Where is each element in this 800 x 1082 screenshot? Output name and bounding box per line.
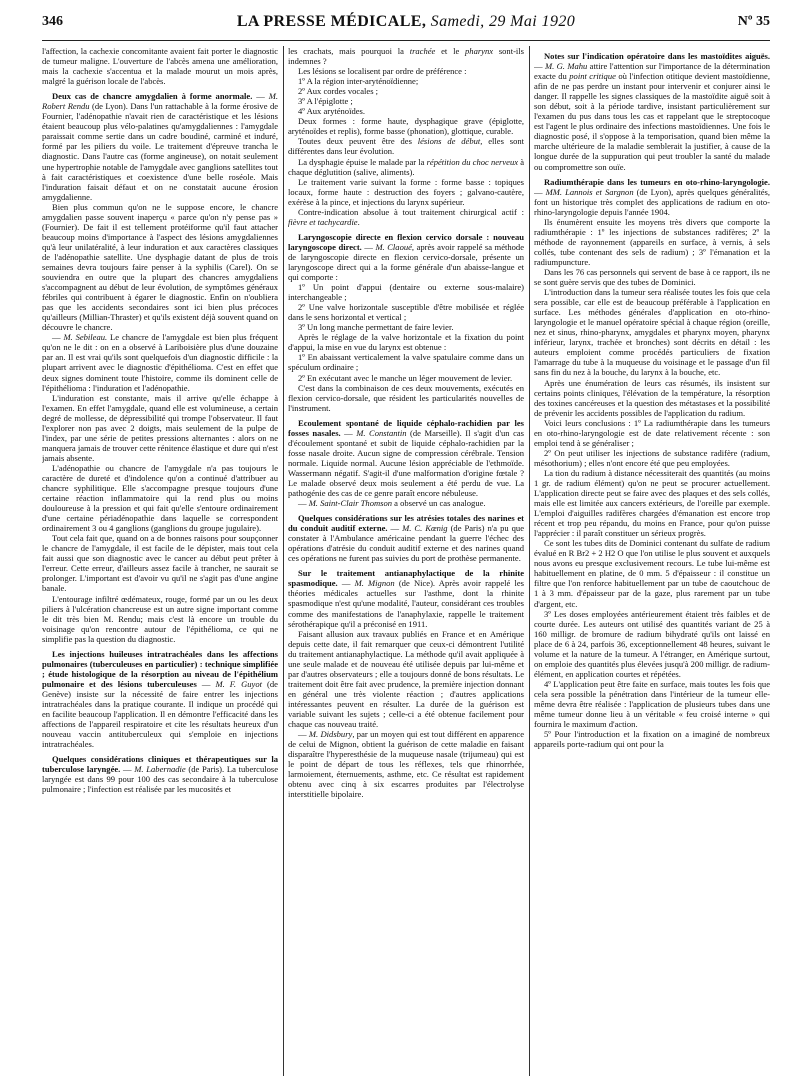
paragraph: L'adénopathie ou chancre de l'amygdale n'a pas toujours le caractère de dureté et d'indolence qu'on a continué d'attribuer au chancre syphilitique. Elle s'accompagne presque toujours d'une certaine réaction inflammatoire qui la rend plus ou moins douloureuse à la pression et qui fait qu'elle s'entoure ordinairement d'une certaine périadénopathie dans laquelle se correspondent ordinairement 3 ou 4 ganglions (ganglions du groupe jugulaire). [42, 462, 278, 534]
paragraph: Les lésions se localisent par ordre de préférence : [298, 66, 467, 77]
issue-number: Nº 35 [737, 14, 770, 29]
list-item: 3º Un long manche permettant de faire levier. [298, 322, 454, 333]
page-header [42, 14, 770, 41]
text-column-1 [42, 46, 278, 1076]
paragraph: Toutes deux peuvent être des lésions de début, elles sont différentes dans leur évolution. [288, 136, 524, 157]
list-item: 1º Un point d'appui (dentaire ou externe sous-malaire) interchangeable ; [288, 282, 524, 303]
page-number: 346 [42, 14, 63, 29]
paragraph: Bien plus commun qu'on ne le suppose encore, le chancre amygdalien passe souvent inaperçu « parce qu'on n'y pense pas » (Fournier). De fait il est tellement protéiforme qu'il faut attacher beaucoup moins d'importance à l'aspect des lésions amygdaliennes qu'à leur unilatéralité, à leur induration et aux caractères classiques de l'adénopathie satellite. Une dysphagie datant de plus de trois semaines devra toujours faire penser à la syphilis (Carel). On se souviendra en outre que la plupart des chancres amygdaliens s'accompagnent au début de leur évolution, de symptômes généraux fébriles qui contribuent à égarer le diagnostic. Enfin on n'oubliera pas que les accidents secondaires sont ici bien plus précoces qu'ailleurs (Millian-Thraster) et qu'ils existent déjà souvent quand on découvre le chancre. [42, 201, 278, 333]
list-item: 2º Aux cordes vocales ; [298, 86, 379, 97]
list-item: 3º A l'épiglotte ; [298, 96, 353, 107]
paragraph: 2º On peut utiliser les injections de substance radifère (radium, mésothorium) ; elles n'ont encore été que peu employées. [534, 447, 770, 468]
text-column-2 [288, 46, 524, 1076]
paragraph: — M. Saint-Clair Thomson a observé un cas analogue. [298, 498, 486, 509]
paragraph: Après une énumération de leurs cas résumés, ils insistent sur certains points cliniques, l'élévation de la température, la résorption des toxines cancéreuses et la question des métastases et la possibilité de prévenir les accidents possibles de l'application du radium. [534, 377, 770, 418]
article-heading: Radiumthérapie dans les tumeurs en oto-rhino-laryngologie. — MM. Lannois et Sargnon (de Lyon), après quelques généralités, font un historique très complet des applications de radium en oto-rhino-laryngologie depuis l'année 1904. [534, 176, 770, 217]
paragraph: Le traitement varie suivant la forme : forme basse : topiques locaux, forme haute : destruction des foyers ; galvano-cautère, exérèse à la pince, et injections du larynx supérieur. [288, 176, 524, 207]
article-heading: Quelques considérations sur les atrésies totales des narines et du conduit auditif externe. — M. C. Kœnig (de Paris) n'a pu que constater à l'Ambulance américaine pendant la guerre l'échec des opérations d'atrésie du conduit auditif externe et des narines quand ces opérations ne furent pas suivies du port de prothèse permanente. [288, 513, 524, 564]
paragraph: 4º L'application peut être faite en surface, mais toutes les fois que cela sera possible la pénétration dans l'intérieur de la tumeur elle-même devra être réalisée : l'application de plusieurs tubes dans une même tumeur donne lieu à un véritable « feu croisé interne » qui fournira le maximum d'action. [534, 678, 770, 730]
article-heading: Notes sur l'indication opératoire dans les mastoïdites aiguës. — M. G. Mahu attire l'attention sur l'importance de la détermination exacte du point critique où l'infection otitique devient mastoïdienne, afin de ne pas perdre un instant pour intervenir et conjurer ainsi le danger. Il rappelle les signes classiques de la mastoïdite aiguë soit à son début, soit à la période tardive, insistant particulièrement sur l'examen du pus dans tous les cas et rappelant que le streptocoque est l'agent le plus ordinaire des infections mastoïdiennes. Une fois le diagnostic posé, il s'oppose à la temporisation, quand bien même la marche ultérieure de la maladie semblerait la justifier, à cause de la longue durée de la suppuration qui peut troubler la santé du malade ou compromettre son ouïe. [534, 51, 770, 172]
paragraph: l'affection, la cachexie concomitante avaient fait porter le diagnostic de tumeur maligne. L'ouverture de l'abcès amena une amélioration, mais la cachexie s'accentua et la malade mourut un mois après, malgré la guérison locale de l'abcès. [42, 46, 278, 87]
paragraph: C'est dans la combinaison de ces deux mouvements, exécutés en flexion cervico-dorsale, que résident les particularités nouvelles de l'instrument. [288, 382, 524, 413]
paragraph: — M. Sebileau. Le chancre de l'amygdale est bien plus fréquent qu'on ne le dit : on en a observé à Lariboisière plus d'une douzaine par an. Il est vrai qu'ils sont quelquefois d'un diagnostic difficile : la plupart arrivent avec le diagnostic d'épithélioma. C'est en effet que deux signes dominent toute l'histoire, comme ils dominent celle de l'épithélioma : l'induration et l'adénopathie. [42, 332, 278, 393]
column-divider [283, 46, 284, 1076]
paragraph: Ils énumèrent ensuite les moyens très divers que comporte la radiumthérapie : 1º les injections de substances radifères; 2º la méthode de rayonnement (appareils en surface, à vernis, à sels collés, tube contenant des sels de radium) ; 3º l'émanation et la radiumpuncture. [534, 216, 770, 267]
paragraph: L'entourage infiltré œdémateux, rouge, formé par un ou les deux piliers à l'ulcération chancreuse est un autre signe important comme le dit très bien M. Rendu; mais c'est là encore un trouble du voisinage qu'on rencontre autour de l'épithélioma, ce qui ne simplifie pas la question du diagnostic. [42, 593, 278, 644]
paragraph: Contre-indication absolue à tout traitement chirurgical actif : fièvre et tachycardie. [288, 206, 524, 227]
list-item: 1º A la région inter-aryténoïdienne; [298, 76, 419, 87]
list-item: 1º En abaissant verticalement la valve spatulaire comme dans un spéculum ordinaire ; [288, 352, 524, 373]
paragraph: Faisant allusion aux travaux publiés en France et en Amérique depuis cette date, il fait remarquer que ceux-ci démontrent l'utilité du traitement antianaphylactique. La méthode qu'il avait appliquée à une seule malade et de nouveau été utilisée depuis par lui-même et par d'autres observateurs ; elle a toujours donné de bons résultats. Le traitement doit être fait avec prudence, la première injection donnant en général une très violente réaction ; d'autres applications intéressantes peuvent en résulter. La durée de la guérison est variable suivant les sujets ; celle-ci a été obtenue facilement pour chaque cas nouveau traité. [288, 628, 524, 730]
issue-date: Samedi, 29 Mai 1920 [430, 13, 576, 30]
paragraph: les crachats, mais pourquoi la trachée et le pharynx sont-ils indemnes ? [288, 46, 524, 67]
paragraph: Dans les 76 cas personnels qui servent de base à ce rapport, ils ne se sont guère servis que des tubes de Dominici. [534, 266, 770, 288]
paragraph: L'introduction dans la tumeur sera réalisée toutes les fois que cela sera possible, car elle est de beaucoup préférable à l'application en surface. Les méthodes générales d'application en oto-rhino-laryngologie et le manuel opératoire spécial à chaque région (oreille, nez et sinus, rhino-pharynx, amygdales et pharynx moyen, pharynx inférieur, larynx, trachée et bronches) sont décrits en détail : les auteurs emploient comme procédés particuliers de fixation l'amarrage du tube à la muqueuse du voisinage et le passage d'un fil sans fin du nez à la bouche, du larynx à la bouche, etc. [534, 287, 770, 378]
paragraph: 5º Pour l'introduction et la fixation on a imaginé de nombreux appareils porte-radium qui ont pour la [534, 729, 770, 750]
paragraph: Deux formes : forme haute, dysphagique grave (épiglotte, aryténoïdes et replis), forme basse (phonation), glottique, curable. [288, 116, 524, 137]
article-heading: Deux cas de chancre amygdalien à forme anormale. — M. Robert Rendu (de Lyon). Dans l'un rattachable à la forme érosive de Fournier, l'adénopathie n'avait rien de caractéristique et les lésions étaient beaucoup plus vélo-palatines qu'amygdaliennes : l'amygdale paraissait comme sertie dans un cadre boudiné, carminé et induré, formé par les piliers du voile. Le traitement d'épreuve trancha le diagnostic. Dans l'autre cas (forme angineuse), on notait seulement une hypertrophie notable de l'amygdale avec ganglions satellites tout à fait caractéristiques et coexistence d'une belle roséole. Mais l'induration faisait défaut et on ne constatait aucune érosion amygdalienne. [42, 91, 278, 202]
masthead [42, 13, 770, 31]
paragraph: Après le réglage de la valve horizontale et la fixation du point d'appui, la mise en vue du larynx est obtenue : [288, 332, 524, 353]
paragraph: Voici leurs conclusions : 1º La radiumthérapie dans les tumeurs en oto-rhino-laryngologie est de date relativement récente : son emploi tend à se généraliser ; [534, 417, 770, 448]
article-heading: Quelques considérations cliniques et thérapeutiques sur la tuberculose laryngée. — M. Labernadie (de Paris). La tuberculose laryngée est dans 99 pour 100 des cas secondaire à la tuberculose pulmonaire ; l'infection est réalisée par les mucosités et [42, 754, 278, 795]
paragraph: 3º Les doses employées antérieurement étaient très faibles et de courte durée. Les auteurs ont utilisé des quantités variant de 25 à 160 milligr. de bromure de radium bihydraté qu'ils ont laissé en place de 6 à 24, parfois 36, exceptionnellement 48 heures, suivant le volume et la nature de la tumeur. A l'étranger, en Amérique surtout, on emploie des quantités plus élevées jusqu'à 200 milligr. de radium-élément, en application courtes et répétées. [534, 608, 770, 679]
list-item: 2º Une valve horizontale susceptible d'être mobilisée et réglée dans le sens horizontal et vertical ; [288, 302, 524, 323]
column-divider [529, 46, 530, 1076]
paragraph: La dysphagie épuise le malade par la répétition du choc nerveux à chaque déglutition (salive, aliments). [288, 156, 524, 177]
list-item: 2º En exécutant avec le manche un léger mouvement de levier. [298, 372, 513, 383]
journal-title: LA PRESSE MÉDICALE, [236, 13, 427, 30]
text-column-3 [534, 46, 770, 1076]
paragraph: La tion du radium à distance nécessiterait des quantités (au moins 1 gr. de radium élément) qu'on ne peut se procurer actuellement. L'application directe peut se faire avec des plaques et des sels collés, mais elle est limitée aux cancers extérieurs, de l'oreille par exemple. L'emploi d'aiguilles radifères chargées d'émanation est encore trop récent et trop peu répandu, du moins en France, pour qu'on puisse l'apprécier : il paraît constituer un sérieux progrès. [534, 467, 770, 539]
article-heading: Sur le traitement antianaphylactique de la rhinite spasmodique. — M. Mignon (de Nice). Après avoir rappelé les théories médicales actuelles sur l'asthme, dont la rhinite spasmodique n'est qu'une modalité, l'auteur, considérant ces troubles comme des manifestations de l'anaphylaxie, rappelle le traitement sérothérapique qu'il a préconisé en 1911. [288, 568, 524, 629]
paragraph: Ce sont les tubes dits de Dominici contenant du sulfate de radium évalué en R Br2 + 2 H2 O que l'on utilise le plus souvent et auxquels nous avons eu presque exclusivement recours. Le tube lui-même est habituellement en platine, de 0 mm. 5 d'épaisseur : il constitue un filtre que l'on renforce habituellement par un tube de caoutchouc de 1 à 3 mm. d'épaisseur par de la gaze, plus rarement par un tube d'argent, etc. [534, 538, 770, 609]
list-item: 4º Aux aryténoïdes. [298, 106, 365, 117]
paragraph: Tout cela fait que, quand on a de bonnes raisons pour soupçonner le chancre de l'amygdale, il est facile de le dépister, mais tout cela fait aussi que son diagnostic avec le cancer au début peut prêter à l'erreur. Cette erreur, d'ailleurs assez facile à trancher, ne saurait se prolonger. L'important est d'avoir vu qu'il ne s'agit pas d'une angine banale. [42, 533, 278, 594]
paragraph: — M. Didsbury, par un moyen qui est tout différent en apparence de celui de Mignon, obtient la guérison de cette maladie en faisant disparaître l'hyperesthésie de la muqueuse nasale (trijumeau) qui est le point de départ de tous les réflexes, tels que rhinorrhée, larmoiement, éternuements, asthme, etc. Ce résultat est rapidement obtenu avec cinq à six escarres produites par l'électrolyse interstitielle bipolaire. [288, 729, 524, 800]
article-heading: Ecoulement spontané de liquide céphalo-rachidien par les fosses nasales. — M. Constantin (de Marseille). Il s'agit d'un cas d'écoulement spontané et subit de liquide céphalo-rachidien par la fosse nasale droite. Aucun signe de compression cérébrale. Tension normale. Liquide normal. Aucune lésion appréciable de l'ethmoïde. Wassermann négatif. S'agit-il d'une malformation d'origine fœtale ? Le malade observé deux mois seulement a été perdu de vue. La pathogénie des cas de ce genre paraît encore nébuleuse. [288, 417, 524, 499]
article-heading: Laryngoscopie directe en flexion cervico dorsale : nouveau laryngoscope direct. — M. Claoué, après avoir rappelé sa méthode de laryngoscopie directe en flexion cervico-dorsale, présente un laryngoscope direct qui a la forme générale d'un abaisse-langue et qui comporte : [288, 231, 524, 283]
article-heading: Les injections huileuses intratrachéales dans les affections pulmonaires (tuberculeuses en particulier) : technique simplifiée ; étude histologique de la résorption au niveau de l'épithélium pulmonaire et des lésions tuberculeuses — M. F. Guyot (de Genève) insiste sur la nécessité de faire entrer les injections intratrachéales dans la pratique courante. Il indique un procédé qui en facilite beaucoup l'application. Il en démontre l'efficacité dans les affections de l'appareil respiratoire et cite les résultats heureux d'un nouveau vaccin antituberculeux qui s'emploie en injections intratrachéales. [42, 648, 278, 750]
paragraph: L'induration est constante, mais il arrive qu'elle échappe à l'examen. En effet l'amygdale, quand elle est volumineuse, a certain degré de mollesse, de dépressibilité qui trompe l'observateur. Il faut l'explorer non pas avec 2 doigts, mais seulement de la pulpe de l'index, par une série de petites pressions alternantes : alors on ne manquera jamais de trouver cette rénitence élastique et dure qui n'est jamais absente. [42, 392, 278, 463]
